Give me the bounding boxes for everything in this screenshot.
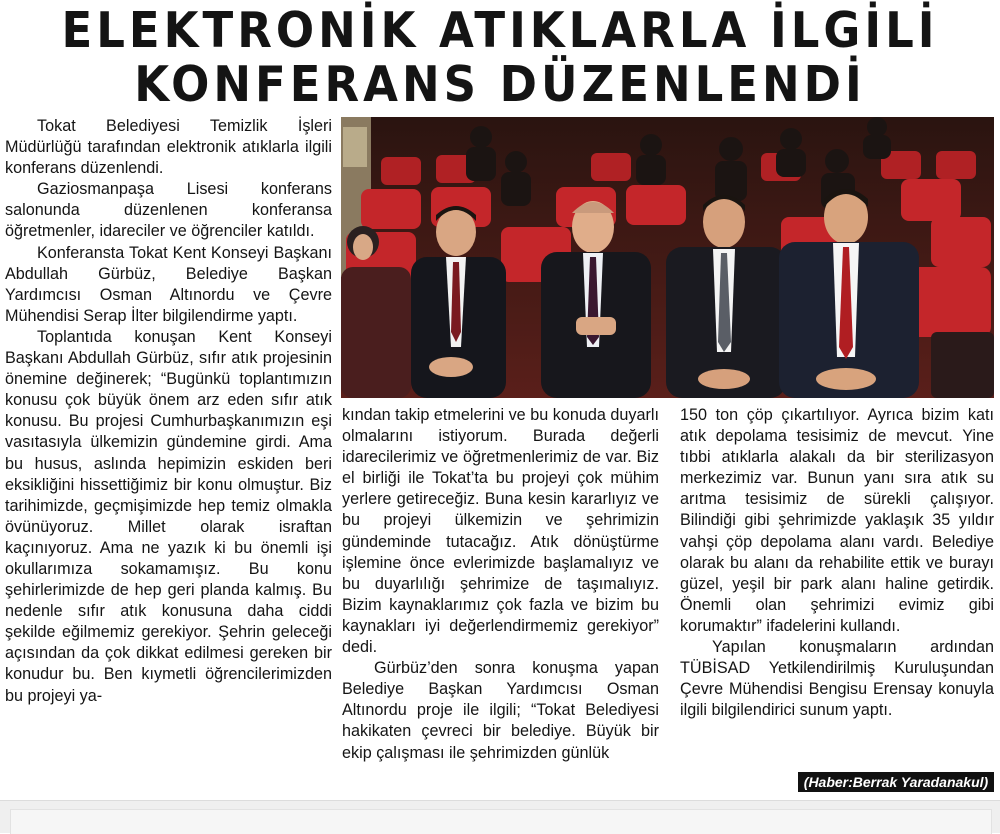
paragraph: Tokat Belediyesi Temizlik İşleri Müdürlüğü tarafından elektronik atıklarla ilgili konferans düzenlendi. — [5, 117, 332, 178]
headline-line-2: KONFERANS DÜZENLENDİ — [134, 55, 866, 114]
byline: (Haber:Berrak Yaradanakul) — [798, 772, 994, 792]
paragraph: Yapılan konuşmaların ardından TÜBİSAD Yetkilendirilmiş Kuruluşundan Çevre Mühendisi Bengisu Erensay konuyla ilgili bilgilendirici sunum yaptı. — [680, 638, 994, 720]
article-column-1 — [5, 116, 332, 707]
conference-photo-illustration — [341, 117, 994, 398]
article-column-3 — [680, 405, 994, 721]
conference-photo — [341, 117, 994, 398]
headline-line-1: ELEKTRONİK ATIKLARLA İLGİLİ — [61, 1, 939, 60]
paragraph: Konferansta Tokat Kent Konseyi Başkanı Abdullah Gürbüz, Belediye Başkan Yardımcısı Osman Altınordu ve Çevre Mühendisi Serap İlter bilgilendirme yaptı. — [5, 243, 332, 325]
paragraph: kından takip etmelerini ve bu konuda duyarlı olmalarını istiyorum. Burada değerli idarecilerimiz ve öğretmenlerimiz de var. Biz el birliği ile Tokat’ta bu projeyi çok mühim yerlere getireceğiz. Buna kesin kararlıyız ve bu projeyi ülkemizin ve şehrimizin gündeminde tutacağız. Atık dönüştürme işlemine önce evlerimizde başlamalıyız ve bu duyarlılığı şehrimize de taşımalıyız. Bizim kaynaklarımız çok fazla ve bizim bu kaynakları iyi değerlendirmemiz gerekiyor” dedi. — [342, 406, 659, 657]
article-column-2 — [342, 405, 659, 764]
paragraph: 150 ton çöp çıkartılıyor. Ayrıca bizim katı atık depolama tesisimiz de mevcut. Yine tıbbi atıklarla alakalı da bir sterilizasyon merkezimiz var. Bunun yanı sıra atık su arıtma tesisimiz de sürekli çalışıyor. Bilindiği gibi şehrimizde yaklaşık 35 yıldır vahşi çöp depolama alanı vardı. Belediye olarak bu alanı da rehabilite ettik ve burayı güzel, yeşil bir park alanı haline getirdik. Önemli olan şehrimizi evimiz gibi korumaktır” ifadelerini kullandı. — [680, 406, 994, 635]
headline — [0, 1, 1000, 114]
next-article-strip — [0, 800, 1000, 833]
paragraph: Gürbüz’den sonra konuşma yapan Belediye Başkan Yardımcısı Osman Altınordu proje ile ilgili; “Tokat Belediyesi hakikaten çevreci bir belediye. Büyük bir ekip çalışması ile şehrimizden günlük — [342, 659, 659, 762]
paragraph: Toplantıda konuşan Kent Konseyi Başkanı Abdullah Gürbüz, sıfır atık projesinin önemine değinerek; “Bugünkü toplantımızın konusu çok büyük önem arz eden sıfır atık konusu. Bu projesi Cumhurbaşkanımızın eşi vasıtasıyla ülkemizin gündemine girdi. Ama bu husus, aslında hepimizin eskiden beri eksikliğini hissettiğimiz bir konu olmuştur. Biz tarihimizde, geçmişimizde hep temiz olmakla övünüyoruz. Millet olarak israftan kaçınıyoruz. Ama ne yazık ki bu önemli işi okullarımıza sokamamışız. Bu konu şehirlerimizde de hep geri planda kalmış. Bu nedenle sıfır atık konusuna daha ciddi şekilde eğilmemiz gerekiyor. Şehrin geleceği açısından da çok dikkat edilmesi gereken bir konudur bu. Ben kıymetli öğrencilerimizden bu projeyi ya- — [5, 327, 332, 705]
paragraph: Gaziosmanpaşa Lisesi konferans salonunda düzenlenen konferansa öğretmenler, idareciler ve öğrenciler katıldı. — [5, 180, 332, 241]
next-article-frame — [10, 809, 992, 834]
